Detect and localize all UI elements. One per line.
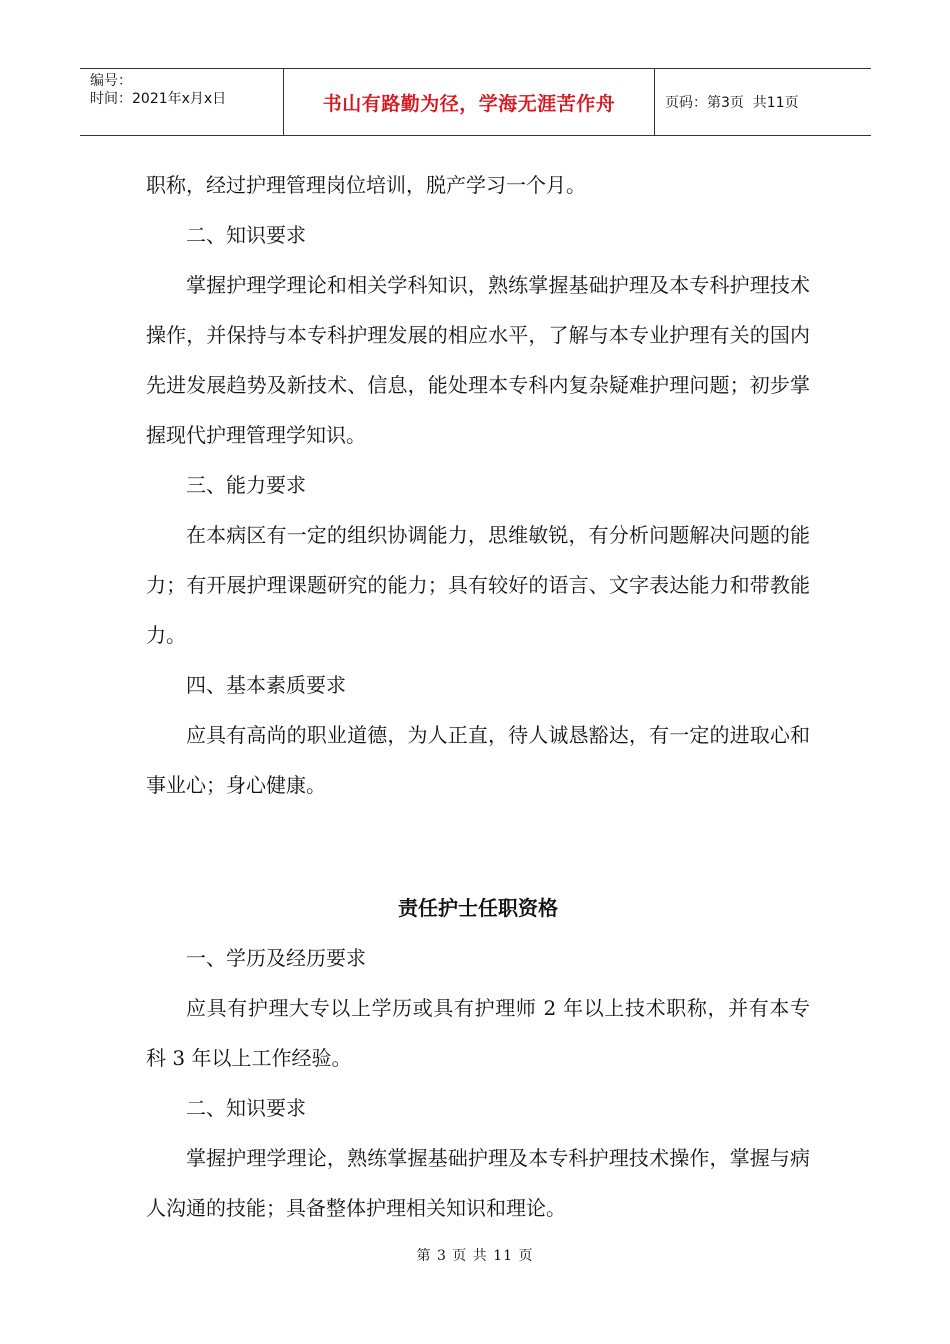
paragraph-knowledge-2: 掌握护理学理论，熟练掌握基础护理及本专科护理技术操作，掌握与病人沟通的技能；具备整体护理相关知识和理论。 — [146, 1146, 810, 1220]
document-title: 责任护士任职资格 — [398, 896, 558, 920]
paragraph-continuation: 职称，经过护理管理岗位培训，脱产学习一个月。 — [146, 173, 586, 197]
section-heading-quality: 四、基本素质要求 — [186, 673, 346, 697]
header-page-info — [655, 69, 871, 135]
document-body — [146, 160, 810, 1233]
section-heading-knowledge: 二、知识要求 — [186, 223, 306, 247]
paragraph-education: 应具有护理大专以上学历或具有护理师 2 年以上技术职称，并有本专科 3 年以上工作经验。 — [146, 996, 810, 1070]
page-info-text: 页码：第3页 共11页 — [665, 95, 799, 111]
paragraph-quality: 应具有高尚的职业道德，为人正直，待人诚恳豁达，有一定的进取心和事业心；身心健康。 — [146, 723, 810, 797]
page-footer: 第 3 页 共 11 页 — [416, 1248, 534, 1264]
paragraph-ability: 在本病区有一定的组织协调能力，思维敏锐，有分析问题解决问题的能力；有开展护理课题研究的能力；具有较好的语言、文字表达能力和带教能力。 — [146, 523, 810, 647]
section-heading-ability: 三、能力要求 — [186, 473, 306, 497]
date-label: 时间：2021年x月x日 — [90, 91, 227, 107]
section-gap — [146, 810, 810, 883]
header-motto: 书山有路勤为径，学海无涯苦作舟 — [283, 69, 655, 135]
serial-label: 编号： — [90, 73, 132, 89]
page-header — [80, 68, 871, 136]
section-heading-knowledge-2: 二、知识要求 — [186, 1096, 306, 1120]
paragraph-knowledge: 掌握护理学理论和相关学科知识，熟练掌握基础护理及本专科护理技术操作，并保持与本专科护理发展的相应水平，了解与本专业护理有关的国内先进发展趋势及新技术、信息，能处理本专科内复杂疑难护理问题；初步掌握现代护理管理学知识。 — [146, 273, 810, 447]
section-heading-education: 一、学历及经历要求 — [186, 946, 366, 970]
header-meta — [80, 69, 283, 135]
